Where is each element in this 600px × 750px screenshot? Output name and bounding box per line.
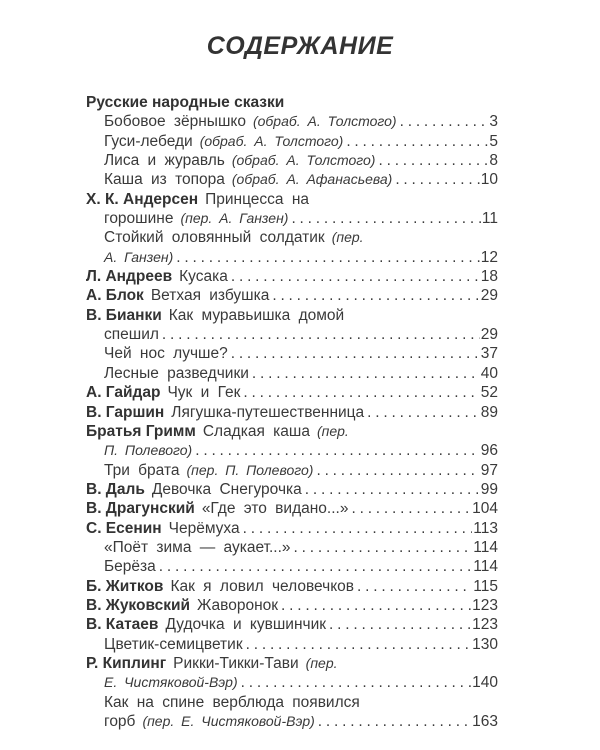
leader-dots bbox=[176, 248, 479, 267]
toc-page-number: 18 bbox=[480, 268, 498, 286]
toc-title: Три брата bbox=[104, 461, 180, 479]
leader-dots bbox=[231, 267, 480, 286]
toc-entry bbox=[86, 519, 498, 538]
toc-page-number: 130 bbox=[472, 635, 498, 653]
toc-title: Черёмуха bbox=[168, 519, 240, 537]
toc-entry bbox=[86, 596, 498, 615]
toc-entry bbox=[86, 306, 498, 325]
leader-dots bbox=[246, 635, 472, 654]
toc-note: Е. Чистяковой-Вэр) bbox=[104, 674, 238, 691]
toc-entry bbox=[86, 557, 498, 576]
toc-author: Б. Житков bbox=[86, 577, 164, 595]
toc-note: (пер. Е. Чистяковой-Вэр) bbox=[142, 713, 315, 729]
toc-entry bbox=[86, 461, 498, 480]
toc-title: «Где это видано...» bbox=[201, 500, 349, 518]
toc-page-number: 3 bbox=[489, 113, 498, 131]
toc-title: Сладкая каша bbox=[202, 422, 310, 440]
toc-note: (пер. П. Полевого) bbox=[186, 461, 314, 478]
toc-page-number: 29 bbox=[480, 326, 498, 344]
toc-author: В. Бианки bbox=[86, 306, 162, 324]
leader-dots bbox=[162, 325, 480, 344]
toc-entry bbox=[86, 538, 498, 557]
toc-page-number: 115 bbox=[473, 577, 498, 595]
toc-title: Рикки-Тикки-Тави bbox=[173, 654, 299, 672]
toc-entry bbox=[86, 190, 498, 209]
toc-page-number: 52 bbox=[480, 384, 498, 402]
toc-author: Р. Киплинг bbox=[86, 654, 167, 672]
toc-entry bbox=[86, 344, 498, 363]
toc-title: Берёза bbox=[104, 558, 156, 576]
leader-dots bbox=[305, 480, 480, 499]
toc-entry bbox=[86, 499, 498, 518]
toc-entry bbox=[86, 383, 498, 402]
toc-author: В. Драгунский bbox=[86, 500, 195, 518]
toc-page-number: 97 bbox=[480, 461, 498, 479]
toc-entry bbox=[86, 635, 498, 654]
toc-entry bbox=[86, 151, 498, 170]
toc-entry bbox=[86, 132, 498, 151]
leader-dots bbox=[329, 615, 471, 634]
leader-dots bbox=[400, 112, 489, 131]
toc-page-number: 89 bbox=[480, 403, 498, 421]
toc-author: Х. К. Андерсен bbox=[86, 190, 199, 208]
toc-title: Как я ловил человечков bbox=[170, 577, 355, 595]
leader-dots bbox=[367, 403, 480, 422]
toc-note: П. Полевого) bbox=[104, 442, 193, 459]
leader-dots bbox=[159, 557, 473, 576]
toc-title: Принцесса на bbox=[205, 190, 310, 208]
toc-author: Л. Андреев bbox=[86, 268, 173, 286]
toc-title: Как на спине верблюда появился bbox=[104, 693, 360, 711]
toc-entry bbox=[86, 673, 498, 692]
toc-entry bbox=[86, 364, 498, 383]
toc-entry bbox=[86, 480, 498, 499]
toc-page-number: 114 bbox=[473, 558, 498, 576]
toc-note: (пер. А. Ганзен) bbox=[180, 210, 289, 227]
toc-page-number: 114 bbox=[473, 538, 498, 556]
toc-page-number: 113 bbox=[473, 519, 498, 537]
toc-page-number: 29 bbox=[480, 287, 498, 305]
toc-note: (пер. bbox=[316, 422, 349, 439]
leader-dots bbox=[195, 441, 480, 460]
toc-author: В. Даль bbox=[86, 480, 145, 498]
toc-entry bbox=[86, 577, 498, 596]
toc-page-number: 40 bbox=[480, 364, 498, 382]
toc-title: Лесные разведчики bbox=[104, 364, 249, 382]
toc-entry bbox=[86, 93, 498, 112]
toc-page-number: 140 bbox=[472, 674, 498, 692]
toc-entry bbox=[86, 615, 498, 634]
toc-author: А. Гайдар bbox=[86, 384, 161, 402]
toc-title: Лягушка-путешественница bbox=[171, 403, 365, 421]
toc-entry bbox=[86, 286, 498, 305]
toc-title: Каша из топора bbox=[104, 171, 225, 189]
toc-entry bbox=[86, 654, 498, 673]
toc-note: (обраб. А. Толстого) bbox=[199, 132, 344, 149]
toc-title: Бобовое зёрнышко bbox=[104, 113, 246, 131]
toc-entry bbox=[86, 441, 498, 460]
toc-title: Цветик-семицветик bbox=[104, 635, 243, 653]
toc-page-number: 163 bbox=[472, 713, 498, 730]
toc-page-number: 11 bbox=[481, 210, 498, 228]
toc-page-number: 8 bbox=[489, 152, 498, 170]
leader-dots bbox=[346, 132, 488, 151]
toc-page-number: 123 bbox=[472, 616, 498, 634]
page-title: СОДЕРЖАНИЕ bbox=[206, 32, 394, 60]
toc-author: А. Блок bbox=[86, 287, 144, 305]
toc-entry bbox=[86, 112, 498, 131]
leader-dots bbox=[281, 596, 471, 615]
toc-author: В. Гаршин bbox=[86, 403, 165, 421]
toc-entry bbox=[86, 422, 498, 441]
toc-page-number: 37 bbox=[480, 345, 498, 363]
leader-dots bbox=[291, 209, 480, 228]
toc-title: Гуси-лебеди bbox=[104, 132, 193, 150]
leader-dots bbox=[351, 499, 471, 518]
toc-author: В. Жуковский bbox=[86, 596, 191, 614]
leader-dots bbox=[243, 383, 479, 402]
toc-page-number: 123 bbox=[472, 596, 498, 614]
toc-author: Братья Гримм bbox=[86, 422, 196, 440]
table-of-contents bbox=[86, 93, 498, 731]
leader-dots bbox=[252, 364, 480, 383]
toc-title: Жаворонок bbox=[197, 596, 279, 614]
toc-author: Русские народные сказки bbox=[86, 94, 285, 111]
toc-note: (обраб. А. Толстого) bbox=[252, 113, 397, 130]
toc-title: Девочка Снегурочка bbox=[151, 480, 302, 498]
toc-page-number: 12 bbox=[480, 248, 498, 266]
toc-author: В. Катаев bbox=[86, 616, 159, 634]
toc-page-number: 96 bbox=[480, 442, 498, 460]
toc-title: Чук и Гек bbox=[167, 384, 241, 402]
toc-entry bbox=[86, 248, 498, 267]
leader-dots bbox=[272, 286, 479, 305]
toc-author: С. Есенин bbox=[86, 519, 162, 537]
toc-note: (пер. bbox=[305, 654, 338, 671]
toc-note: (обраб. А. Афанасьева) bbox=[231, 171, 393, 188]
toc-entry bbox=[86, 267, 498, 286]
toc-title: Лиса и журавль bbox=[104, 152, 225, 170]
toc-entry bbox=[86, 403, 498, 422]
toc-entry bbox=[86, 325, 498, 344]
toc-entry bbox=[86, 693, 498, 712]
toc-title: спешил bbox=[104, 326, 159, 344]
leader-dots bbox=[231, 344, 480, 363]
toc-title: Чей нос лучше? bbox=[104, 345, 228, 363]
toc-title: горб bbox=[104, 713, 136, 730]
toc-entry bbox=[86, 170, 498, 189]
leader-dots bbox=[243, 519, 473, 538]
toc-title: Дудочка и кувшинчик bbox=[165, 616, 327, 634]
leader-dots bbox=[357, 577, 472, 596]
leader-dots bbox=[378, 151, 488, 170]
toc-title: «Поёт зима — аукает...» bbox=[104, 538, 291, 556]
toc-page-number: 99 bbox=[480, 480, 498, 498]
toc-title: Кусака bbox=[179, 268, 228, 286]
toc-note: А. Ганзен) bbox=[104, 248, 174, 265]
toc-note: (обраб. А. Толстого) bbox=[231, 152, 376, 169]
toc-note: (пер. bbox=[331, 229, 364, 246]
toc-title: Ветхая избушка bbox=[150, 287, 270, 305]
leader-dots bbox=[395, 170, 479, 189]
leader-dots bbox=[318, 712, 471, 731]
toc-entry bbox=[86, 712, 498, 731]
leader-dots bbox=[316, 461, 479, 480]
leader-dots bbox=[294, 538, 473, 557]
toc-entry bbox=[86, 209, 498, 228]
toc-entry bbox=[86, 228, 498, 247]
toc-page-number: 10 bbox=[480, 171, 498, 189]
toc-title: Как муравьишка домой bbox=[168, 306, 345, 324]
toc-page-number: 5 bbox=[489, 132, 498, 150]
toc-title: Стойкий оловянный солдатик bbox=[104, 229, 325, 247]
toc-title: горошине bbox=[104, 210, 174, 228]
leader-dots bbox=[241, 673, 472, 692]
toc-page-number: 104 bbox=[472, 500, 498, 518]
